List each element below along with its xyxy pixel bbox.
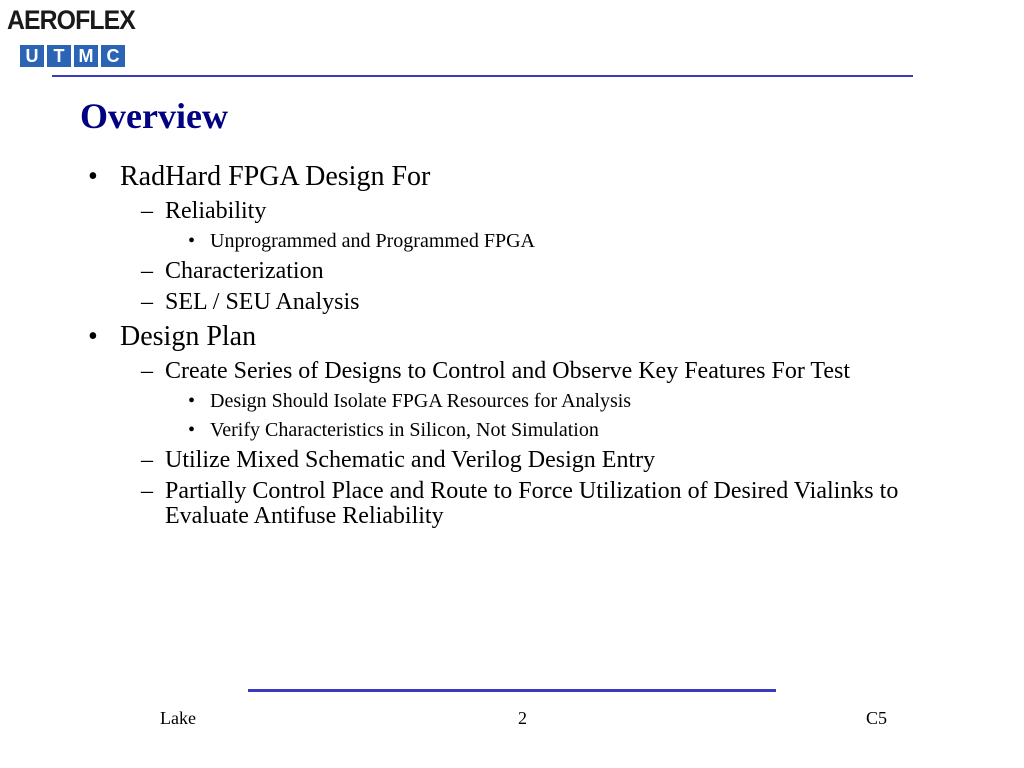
bullet-text: Design Plan: [120, 321, 257, 352]
bullet-marker: •: [88, 161, 98, 192]
page-number: 2: [518, 708, 527, 728]
bullet-text: Unprogrammed and Programmed FPGA: [210, 230, 535, 252]
bullet-text: Verify Characteristics in Silicon, Not Simulation: [210, 419, 599, 441]
sub-bullet-item: [88, 448, 938, 473]
logo-wordmark: AEROFLEX: [7, 5, 135, 35]
logo-letter-box: C: [101, 45, 125, 67]
logo-letter-boxes: [20, 45, 125, 67]
sub-bullet-item: [88, 359, 938, 384]
sub-bullet-item: [88, 479, 938, 529]
bullet-marker: •: [188, 390, 196, 412]
bullet-text: RadHard FPGA Design For: [120, 161, 431, 192]
footer-author: Lake: [160, 708, 196, 728]
bullet-marker: •: [188, 419, 196, 441]
sub-sub-bullet-item: [88, 389, 938, 413]
logo-letter-box: U: [20, 45, 44, 67]
logo-letter-box: M: [74, 45, 98, 67]
bullet-text: SEL / SEU Analysis: [165, 289, 360, 315]
bullet-marker: •: [88, 321, 98, 352]
dash-marker: –: [141, 289, 153, 315]
sub-sub-bullet-item: [88, 418, 938, 442]
dash-marker: –: [141, 478, 153, 504]
bullet-list: [88, 155, 938, 529]
dash-marker: –: [141, 258, 153, 284]
slide-title: Overview: [80, 96, 228, 136]
bullet-text: Partially Control Place and Route to Force Utilization of Desired Vialinks to Evaluate Antifuse Reliability: [165, 478, 899, 529]
footer-divider: [248, 689, 776, 692]
bullet-text: Create Series of Designs to Control and Observe Key Features For Test: [165, 358, 851, 384]
footer-session-code: C5: [866, 708, 888, 728]
dash-marker: –: [141, 447, 153, 473]
bullet-text: Utilize Mixed Schematic and Verilog Design Entry: [165, 447, 656, 473]
bullet-text: Characterization: [165, 258, 324, 284]
header-divider: [52, 75, 913, 77]
sub-bullet-item: [88, 199, 938, 224]
logo-letter-box: T: [47, 45, 71, 67]
company-logo: [3, 2, 143, 72]
sub-sub-bullet-item: [88, 229, 938, 253]
dash-marker: –: [141, 198, 153, 224]
bullet-marker: •: [188, 230, 196, 252]
sub-bullet-item: [88, 259, 938, 284]
bullet-text: Design Should Isolate FPGA Resources for Analysis: [210, 390, 632, 412]
dash-marker: –: [141, 358, 153, 384]
bullet-item: [88, 161, 938, 193]
bullet-text: Reliability: [165, 198, 267, 224]
sub-bullet-item: [88, 290, 938, 315]
bullet-item: [88, 321, 938, 353]
